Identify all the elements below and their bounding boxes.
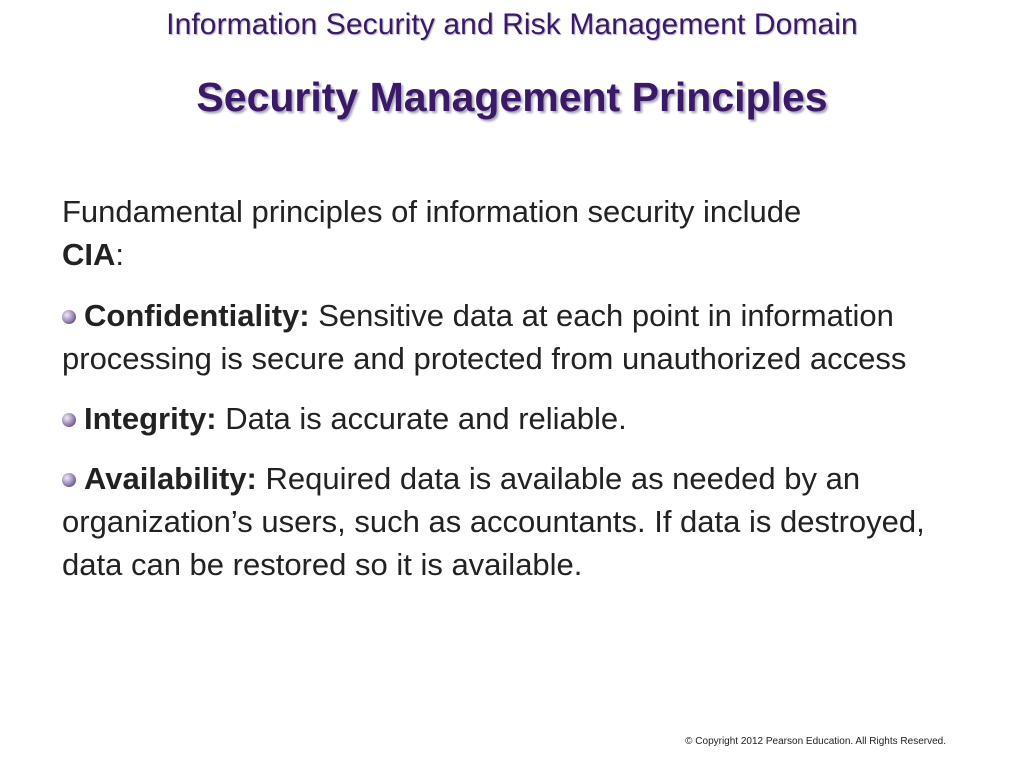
principle-term: Integrity: [84,401,217,436]
intro-suffix: : [115,237,125,272]
principle-availability [62,457,962,586]
slide-title: Security Management Principles [196,74,828,120]
principle-term: Confidentiality: [84,298,310,333]
principle-integrity [62,397,962,440]
principle-term: Availability: [84,461,257,496]
principle-description: Required data is available as needed by an organization’s users, such as accountants. If data is destroyed, data can be restored so it is available. [62,461,925,582]
sphere-bullet-icon [62,310,76,324]
domain-header-title: Information Security and Risk Management Domain [166,8,858,41]
sphere-bullet-icon [62,473,76,487]
principle-description: Sensitive data at each point in information processing is secure and protected from unauthorized access [62,298,907,376]
principle-description: Data is accurate and reliable. [225,401,627,436]
principle-confidentiality [62,294,962,380]
sphere-bullet-icon [62,413,76,427]
intro-paragraph [62,190,962,276]
intro-text: Fundamental principles of information security include [62,194,802,229]
copyright-footer: © Copyright 2012 Pearson Education. All Rights Reserved. [685,736,946,747]
intro-acronym: CIA [62,237,116,272]
slide-content [62,190,962,603]
